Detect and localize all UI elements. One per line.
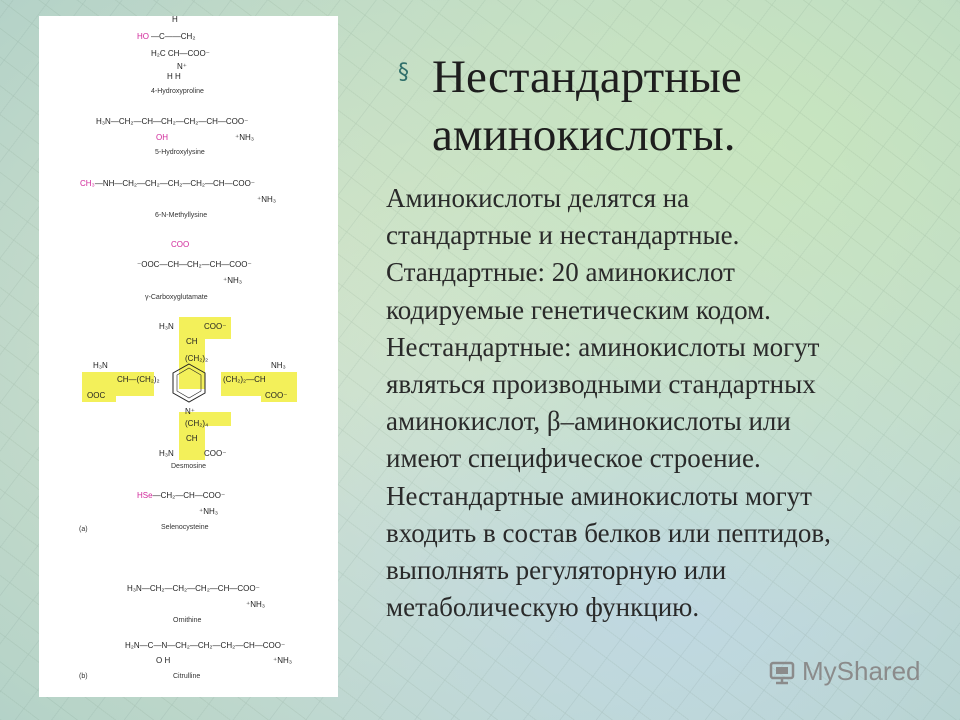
gla-nh3: ⁺NH₃ [223, 276, 243, 285]
body-line: входить в состав белков или пептидов, [386, 517, 831, 548]
gla-formula: ⁻OOC—CH—CH₂—CH—COO⁻ [137, 260, 252, 269]
structures-svg [39, 16, 338, 697]
body-line: аминокислот, β–аминокислоты или [386, 406, 791, 437]
svg-text:CH: CH [186, 434, 198, 443]
hyp-formula-row2: H₂C CH—COO⁻ [151, 49, 210, 58]
selenocysteine-label: Selenocysteine [161, 524, 209, 531]
svg-text:OOC: OOC [87, 391, 106, 400]
slide-body-text [386, 180, 931, 626]
hyl-nh3: ⁺NH₃ [235, 133, 255, 142]
svg-text:H₃N: H₃N [159, 322, 174, 331]
citrulline-label: Citrulline [173, 673, 201, 680]
body-line: Аминокислоты делятся на [386, 183, 690, 213]
svg-text:COO⁻: COO⁻ [204, 449, 227, 458]
svg-text:H₃N: H₃N [159, 449, 174, 458]
body-line: Нестандартные аминокислоты могут [386, 480, 812, 511]
slide-title [398, 48, 918, 164]
mly-formula: CH₃—NH—CH₂—CH₂—CH₂—CH₂—CH—COO⁻ [80, 179, 256, 188]
body-line: имеют специфическое строение. [386, 443, 761, 474]
part-b-label: (b) [79, 673, 88, 680]
svg-text:CH: CH [186, 337, 198, 346]
mly-nh3: ⁺NH₃ [257, 195, 277, 204]
hyl-formula: H₃N—CH₂—CH—CH₂—CH₂—CH—COO⁻ [96, 117, 249, 126]
ornithine-label: Ornithine [173, 617, 202, 624]
svg-text:NH₃: NH₃ [271, 361, 286, 370]
amino-acid-structures-figure [39, 16, 338, 697]
methyllysine-label: 6-N-Methyllysine [155, 212, 208, 219]
cit-nh3: ⁺NH₃ [273, 656, 293, 665]
sec-formula: HSe—CH₂—CH—COO⁻ [137, 491, 226, 500]
cit-formula: H₂N—C—N—CH₂—CH₂—CH₂—CH—COO⁻ [125, 641, 286, 650]
title-bullet-icon: § [398, 60, 409, 85]
gla-top-coo: COO [171, 240, 190, 249]
svg-text:COO⁻: COO⁻ [265, 391, 288, 400]
sec-nh3: ⁺NH₃ [199, 507, 219, 516]
desmosine-label: Desmosine [171, 463, 207, 470]
projector-screen-icon [768, 658, 796, 686]
svg-text:(CH₂)₂—CH: (CH₂)₂—CH [223, 375, 266, 384]
carboxyglutamate-label: γ-Carboxyglutamate [145, 294, 208, 301]
body-line: выполнять регуляторную или [386, 555, 727, 586]
hyp-formula-row1: HO —C——CH₂ [137, 32, 196, 41]
cit-sub: O H [156, 656, 171, 665]
svg-text:H₃N: H₃N [93, 361, 108, 370]
myshared-watermark [768, 656, 921, 687]
svg-text:N⁺: N⁺ [185, 407, 195, 416]
watermark-text: MyShared [802, 656, 921, 686]
svg-text:(CH₂)₂: (CH₂)₂ [185, 354, 209, 363]
hyp-formula-row3: N⁺ [177, 62, 187, 71]
body-line: Нестандартные: аминокислоты могут [386, 331, 820, 362]
hyp-formula-row4: H H [167, 72, 181, 81]
body-line: стандартные и нестандартные. [386, 220, 740, 251]
svg-text:(CH₂)₄: (CH₂)₄ [185, 419, 209, 428]
hydroxyproline-label: 4-Hydroxyproline [151, 88, 204, 95]
body-line: метаболическую функцию. [386, 592, 700, 623]
orn-formula: H₃N—CH₂—CH₂—CH₂—CH—COO⁻ [127, 584, 260, 593]
orn-nh3: ⁺NH₃ [246, 600, 266, 609]
slide-title-text: Нестандартные аминокислоты. [432, 51, 742, 161]
svg-text:CH—(CH₂)₂: CH—(CH₂)₂ [117, 375, 160, 384]
body-line: Стандартные: 20 аминокислот [386, 257, 735, 288]
hydroxylysine-label: 5-Hydroxylysine [155, 149, 205, 156]
svg-text:COO⁻: COO⁻ [204, 322, 227, 331]
hyl-oh: OH [156, 133, 168, 142]
body-line: кодируемые генетическим кодом. [386, 294, 771, 325]
body-line: являться производными стандартных [386, 369, 816, 400]
part-a-label: (a) [79, 526, 88, 533]
hyp-formula-top: H [172, 16, 178, 24]
